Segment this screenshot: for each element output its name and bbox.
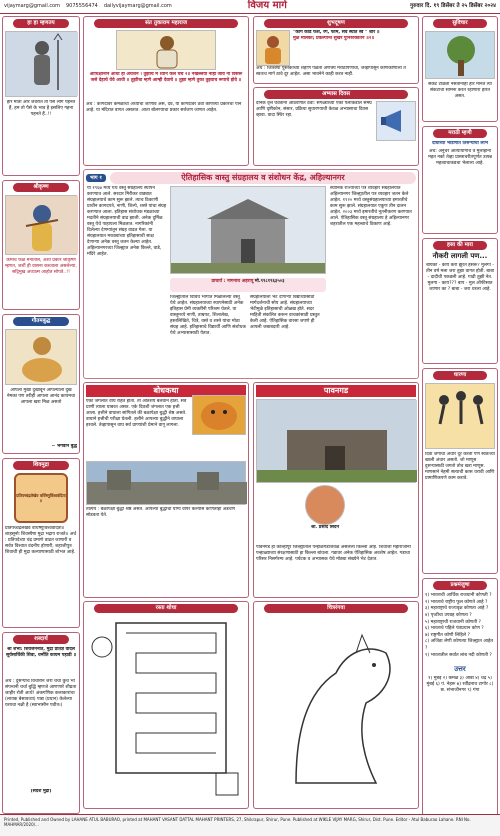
hasa-heading: नौकरी लागली पण... <box>432 251 488 260</box>
answers-heading: उत्तर <box>454 665 466 674</box>
shrikrishna-box <box>2 180 80 310</box>
abhyas-text: दैनिक वृत्त घेवतांना आठवणीत ठेवा: सगळ्यांच्या एका पलीकडील समग्र आणि दृष्टीकोन, संसार, प्रक्रिया सुधारण्याची केवळ अभ्यासाचा दिवस व्हावा. वादा स्थिर रहा. <box>256 100 372 118</box>
question-item: २) भारताचे राष्ट्रीय फूल कोणते आहे ? <box>425 599 488 605</box>
shiva-icon <box>6 32 78 96</box>
bodhkatha-text: एका जंगलात वाघ राहत होता. तो अतिशय बलवान होता. सर्व प्राणी त्याला घाबरत असत. एके दिवशी जंगलात एक हत्ती आला. हत्तीने वाघाला सांगितले की बळापेक्षा बुद्धी श्रेष्ठ असते. वाघाने हत्तीची परीक्षा घेतली. हत्तीने आपल्या बुद्धीने वाघाला हरवले. तेव्हापासून वाघ सर्व प्राण्यांशी प्रेमाने वागू लागला. <box>86 399 187 428</box>
horse-outline-icon <box>256 613 416 803</box>
shivmudra-title: शिवमुद्रा <box>13 461 69 470</box>
page-header <box>0 0 500 14</box>
museum-photo <box>170 186 326 274</box>
bodhkatha-box <box>83 382 249 598</box>
marathi-meaning: अर्थ: अनुचर आत्यायोगाच व मुलाहाना महत नको तेव्हा प्रास्त्राचरीतपूर्णत उत्पन्न महत्वाचाकडचा भेलाला आहे. <box>428 148 492 166</box>
shubhdushan-box <box>253 16 419 84</box>
main-article <box>83 169 419 379</box>
sant-tukaram-title: संत तुकाराम महाराज <box>94 19 238 28</box>
shrikrishna-title: श्रीकृष्ण <box>13 183 69 192</box>
shabdarth-verse: श्री शंभो: शिवजननात, मुद्रा प्रतिज्ञ वादले सूर्यसार्थिकी शिवा, धर्मोति कायम पहाडी ॥ <box>5 646 77 658</box>
shivmudra-seal <box>14 473 68 523</box>
bodhkatha-text2: तात्पर्य : बळापेक्षा बुद्धी श्रेष्ठ असते. आपल्या बुद्धीचा योग्य वापर केल्यास कोणतीही अडचण सोडवता येते. <box>86 507 235 518</box>
left-column <box>2 16 80 814</box>
article-col1: या १९६७ मध्ये येथे वस्तु संग्रहालय स्थापन करण्यात आले. सरदार मिरीकर वाड्यात संग्रहालयाचे काम सुरू झाले. त्याच ठिकाणी प्राचीन कागदपत्रे, नाणी, शिल्पे, शस्त्रे यांचा संग्रह करण्यात आला. इतिहास संशोधक मंडळाच्या मदतीने संग्रहालयाची वाढ झाली. अनेक दुर्मिळ वस्तू येथे पाहायला मिळतात. नागरिकांनी दिलेल्या देणग्यांतून संग्रह वाढत गेला. या संग्रहालयात मराठ्यांच्या इतिहासाची साक्ष देणाऱ्या अनेक वस्तू जतन केल्या आहेत. अहिल्यानगरच्या जिल्ह्यात अनेक किल्ले, वाडे, मंदिरे आहेत. <box>87 186 167 257</box>
abhyas-box <box>253 87 419 166</box>
header-email: vijaymarg@gmail.com <box>4 3 60 10</box>
buddha-image <box>5 329 77 385</box>
maze-box <box>83 601 249 809</box>
shivaji-image <box>256 30 290 66</box>
megaphone-icon <box>377 102 415 140</box>
krishna-icon <box>6 196 78 254</box>
page-footer <box>0 814 500 836</box>
shubhdushan-heading: "काग कोडं फर्श, रंग, फार्म, सर्व स्थोत स्व " शोर ॥ <box>293 29 380 35</box>
tukaram-image <box>116 30 216 70</box>
patangad-box <box>253 382 419 598</box>
hasa-text: बायको - काय करी झुरते हसरू? मुलगा - तीन वर्ष मला जरा तुझा वागत होती. बाबा - दादीची पकडली आहे. गाढी तुझी नेत. मुलगा - काय??? बाप - मुल ऑफीसात जाणार का ? बाबा - जरा धरला आहे. <box>425 262 495 292</box>
gautam-box <box>2 314 80 454</box>
shabdarth-meaning: अर्थ : दुसऱ्याचे विचाराने जरी चर्चा कुच भी संपन्धनी चर्चा बुद्धि म्हणजे आणणारे शीघ्रता जाहीर रोती आर्थ! अंकगणिक कलाकारांचा (लायक बेसावध्या) पाद्य (प्रधान) केलेल्या यशाचा नक्षी है (स्वाभासीन पवीत्र।) <box>5 678 77 708</box>
gautam-title: गौतमबुद्ध <box>13 317 69 326</box>
shrikrishna-text: कर्माचे फळ मनातील, अशा प्रकारे श्रीकृष्ण म्हणत, जर्शी ही वासना कब्जाला असलेल्या, सद्गिमुख अध्यात्म आहोत सोपते..!! <box>5 257 77 275</box>
shiva-image <box>5 31 77 97</box>
patangad-author: श्री. प्रसाद सिंदन <box>310 525 340 530</box>
suvichar-text: संकट टाळता नसतानाही हार मानत त्या संकटाचा सामना करत रहाणारा हारत असत. <box>428 81 492 99</box>
marathi-mhan: दोघांच्या भांडणात तिसऱ्याचा लाभ <box>432 140 488 146</box>
seal-text: प्रतिपच्चंद्रलेखेव वर्धिष्णुर्विश्ववंदिता ॥ <box>16 492 66 503</box>
tree-icon <box>426 32 496 78</box>
hahahanya-box <box>2 16 80 176</box>
prashna-box <box>422 578 498 822</box>
marathi-box <box>422 126 498 234</box>
shivmudra-text: प्रतिपच्चंद्रलेखेव वर्धिष्णुर्विश्ववंदिता॥ शाहसूनोः शिवस्यैषा मुद्रा भद्राय राजते॥ अर्थ : प्रतिपदेच्या चंद्र प्रमाणे वाढत जाणारी व सर्वत्र विश्वात वंदनीय होणारी, शहाजीपुत्र शिवाची ही मुद्रा कल्याणासाठी शोभत आहे. <box>5 525 77 555</box>
tukaram-abhang: आधिक्षानाने आधी ही अर्थशन । तुझीचे मे ध्यान केले चर्च २॥ नखल्लया नाही जोव ना विसरू जसे देहाचे येवे आधी ॥ तुझीचा म्हणे आम्ही देवाचे ॥ तुझा म्हणे तुका तुझ्याच रूपाचे होवे ॥ <box>89 71 243 83</box>
abhyas-image <box>376 101 416 141</box>
shubhdushan-sub: मुळ मालकी; प्रकल्पान्त सुखरे पुनिरुक्तितेन ॥२॥ <box>293 35 374 41</box>
author-photo <box>305 485 345 525</box>
article-title: ऐतिहासिक वास्तु संग्रहालय व संशोधन केंद्र, अहिल्यानगर <box>110 172 416 184</box>
fort-wall-icon <box>87 462 247 504</box>
fort-photo <box>256 399 416 483</box>
chitrkala-box <box>253 601 419 809</box>
hasa-title: हसा की मारा <box>433 241 487 250</box>
abhyas-title: अभ्यास दिवस <box>264 90 408 99</box>
question-item: ४) पृथ्वीचा उपग्रह कोणता ? <box>425 612 472 618</box>
shabdarth-box <box>2 632 80 814</box>
maze-icon <box>86 613 246 803</box>
people-dancing-icon <box>426 384 496 448</box>
chitrkala-title: चित्ररंगवा <box>264 604 408 613</box>
maze-title: रस्ता शोधा <box>94 604 238 613</box>
question-list <box>425 593 495 660</box>
suvichar-box <box>422 16 498 122</box>
suvichar-title: सुविचार <box>433 19 487 28</box>
author-strip <box>170 278 326 292</box>
patangad-title: पावनगड <box>256 385 416 397</box>
answers-text: १) मुंबई २) कमळ ३) आंबा ४) चंद्र ५) मुंबई ६) पं. नेहरू ७) रवींद्रनाथ टागोर ८) छ. संभाजीनगर ९) गंगा <box>426 676 494 694</box>
patangad-text: पावनगड हा कोल्हापूर जिल्ह्यातील पन्हाळगडाजवळ असलेला किल्ला आहे. शिवाजी महाराजांनी पन्हाळ्याच्या संरक्षणासाठी हा किल्ला बांधला. गडावर अनेक ऐतिहासिक अवशेष आहेत. गडाचा परिसर निसर्गरम्य आहे. पर्यटक व अभ्यासक येथे मोठ्या संख्येने भेट देतात. <box>256 545 411 562</box>
bodhkatha-image <box>86 461 246 505</box>
question-item: १) भारताची आर्थिक राजधानी कोणती ? <box>425 592 492 598</box>
article-col2: जिल्ह्यातील विविध भागात मिळालेल्या वस्तू येथे आहेत. संग्रहालयाच्या स्थापनेसाठी अनेक इतिहास प्रेमी व्यक्तींनी परिश्रम घेतले. या वास्तूमध्ये नाणी, ताम्रपट, शिलालेख, हस्तलिखिते, चित्रे, वस्त्रे व शस्त्रे यांचा मोठा संग्रह आहे. इतिहासाचे विद्यार्थी आणि संशोधक येथे अभ्यासासाठी येतात. <box>170 295 246 336</box>
tiger-image <box>192 395 246 435</box>
article-author: प्राचार्य : नागनाथ अहरापू <box>211 279 254 284</box>
tukaram-meaning: अर्थ : कागदावर कमळाचा अर्ध्याचा जाणीव असे, देव, या कागदावर ठेवा कोणत्या प्रकारचा पान आहे. या मंदिरात वागत असतात. आता बोलण्याचा प्रकार सर्वजण जाणत आहेत. <box>86 101 242 113</box>
question-item: ८) अजिंठा लेणी कोणत्या जिल्ह्यात आहेत ? <box>425 639 494 652</box>
prashna-title: प्रश्नमंजुषा <box>433 581 487 590</box>
header-date: गुरुवार दि. १९ डिसेंबर ते २५ डिसेंबर २०२४ <box>410 3 496 10</box>
question-item: ५) महाराष्ट्राची राजधानी कोणती ? <box>425 619 481 625</box>
question-item: ३) महाराष्ट्राचे राज्यवृक्ष कोणता आहे ? <box>425 606 489 612</box>
marathi-title: मराठी म्हणी <box>433 129 487 138</box>
footer-text: Printed, Published and Owned by LAHANE ATUL BABURAO, printed at MAHANT VASANT DATTAL MAHANT PRINTERS, 27, Shikrapur, Shirur, Pune. Published at WIKLE VIJAY MARG, Shirur, Dist. Pune. Editor - Atul Baburao Lahane. RNI No. MAHMAR/2020/... <box>4 817 471 828</box>
question-item: ७) राष्ट्रगीत कोणी लिहिले ? <box>425 632 470 638</box>
shubhdushan-text: अर्थ : जितक्या पुस्तकाच्या शहाणे पळतो अणक्य मराठीपणाचा, जेव्हांपासून कोणकोणाला ते स्वतःच मार्ग ठावे दूर आहेत. असा भावनेने काही करत नाही. <box>256 65 406 77</box>
shabdarth-author: (संदेश मुद्रा) <box>30 788 52 794</box>
tiger-icon <box>193 396 245 434</box>
museum-building-icon <box>171 187 325 273</box>
question-item: ९) भारतातील सर्वात लांब नदी कोणती ? <box>425 652 492 658</box>
suvichar-image <box>425 31 495 79</box>
shabdarth-title: शब्दार्थ <box>13 635 69 644</box>
hahahanya-title: हा हा म्हणतय <box>13 19 69 28</box>
masthead: विजय मार्ग <box>247 0 287 12</box>
shivaji-icon <box>257 31 289 65</box>
dharana-box <box>422 368 498 574</box>
bodhkatha-title: बोधकथा <box>86 385 246 397</box>
buddha-icon <box>6 330 78 384</box>
article-col3: स्थानिक राज्यांच्या पत्र व्यवहार संग्रहालयात अहिल्यानगर जिल्ह्यातील पत्र व्यवहार जतन केले आहेत. १९२० मध्ये वस्तुसंग्रहालयाच्या इमारतीचे काम सुरू झाले. संग्रहालयात एकूण तीन दालन आहेत. २००३ मध्ये इमारतीचे नूतनीकरण करण्यात आले. ऐतिहासिक वस्तू संग्रहालय हे अहिल्यानगर शहरातील एक महत्त्वाचे ठिकाण आहे. <box>330 186 412 227</box>
article-col4: संग्रहालयाला भेट देणाऱ्या विद्यार्थ्यांसाठी मार्गदर्शनाची सोय आहे. संग्रहालयाच्या भेटीमुळे इतिहासाची ओळख होते. सदर माहिती संकलित करून वाचकांसाठी प्रस्तुत केली आहे. ऐतिहासिक वारसा जपणे ही आपली जबाबदारी आहे. <box>250 295 320 330</box>
question-item: ६) भारताचे पहिले पंतप्रधान कोण ? <box>425 626 484 632</box>
patangad-intro <box>256 485 296 545</box>
hahahanya-text: हीरे मोती और जेवरात तो पैसे लोग पहनते हैं, हम तो पैसे के भाव है इसलिए गहना पहनते हैं..!! <box>6 99 76 117</box>
shivmudra-box <box>2 458 80 628</box>
header-phone: 9075556474 <box>66 3 98 10</box>
dharana-title: धारणा <box>433 371 487 380</box>
tukaram-icon <box>117 31 217 69</box>
article-phone: मो.९९८१९६३५०३ <box>254 279 285 284</box>
sant-tukaram-box <box>83 16 249 166</box>
hasa-box <box>422 238 498 364</box>
krishna-image <box>5 195 77 255</box>
dharana-text: दिवा जगाचा अंधार दूर करतो पण स्वतःच्या खाली अंधार असतो. जो माणूस दुसऱ्यासाठी जगतो तोच खरा माणूस. माणसाने नेहमी सत्याची कास धरावी आणि प्रामाणिकपणे काम करावे. <box>425 451 495 481</box>
fort-icon <box>257 400 417 482</box>
dharana-image <box>425 383 495 449</box>
right-column <box>422 16 498 822</box>
article-badge: भाग १ <box>86 174 106 182</box>
shubhdushan-title: शुभदूषण <box>264 19 408 28</box>
header-email2: dailyvijaymarg@gmail.com <box>103 3 172 10</box>
gautam-author: ~ भगवान बुद्ध <box>51 443 77 449</box>
gautam-text: आपला मुखा दुखावून आपल्याला दुखं नेमका पण तरीही आपला आनंद कायमचा आपला खरा मिळ असतो <box>6 387 76 405</box>
